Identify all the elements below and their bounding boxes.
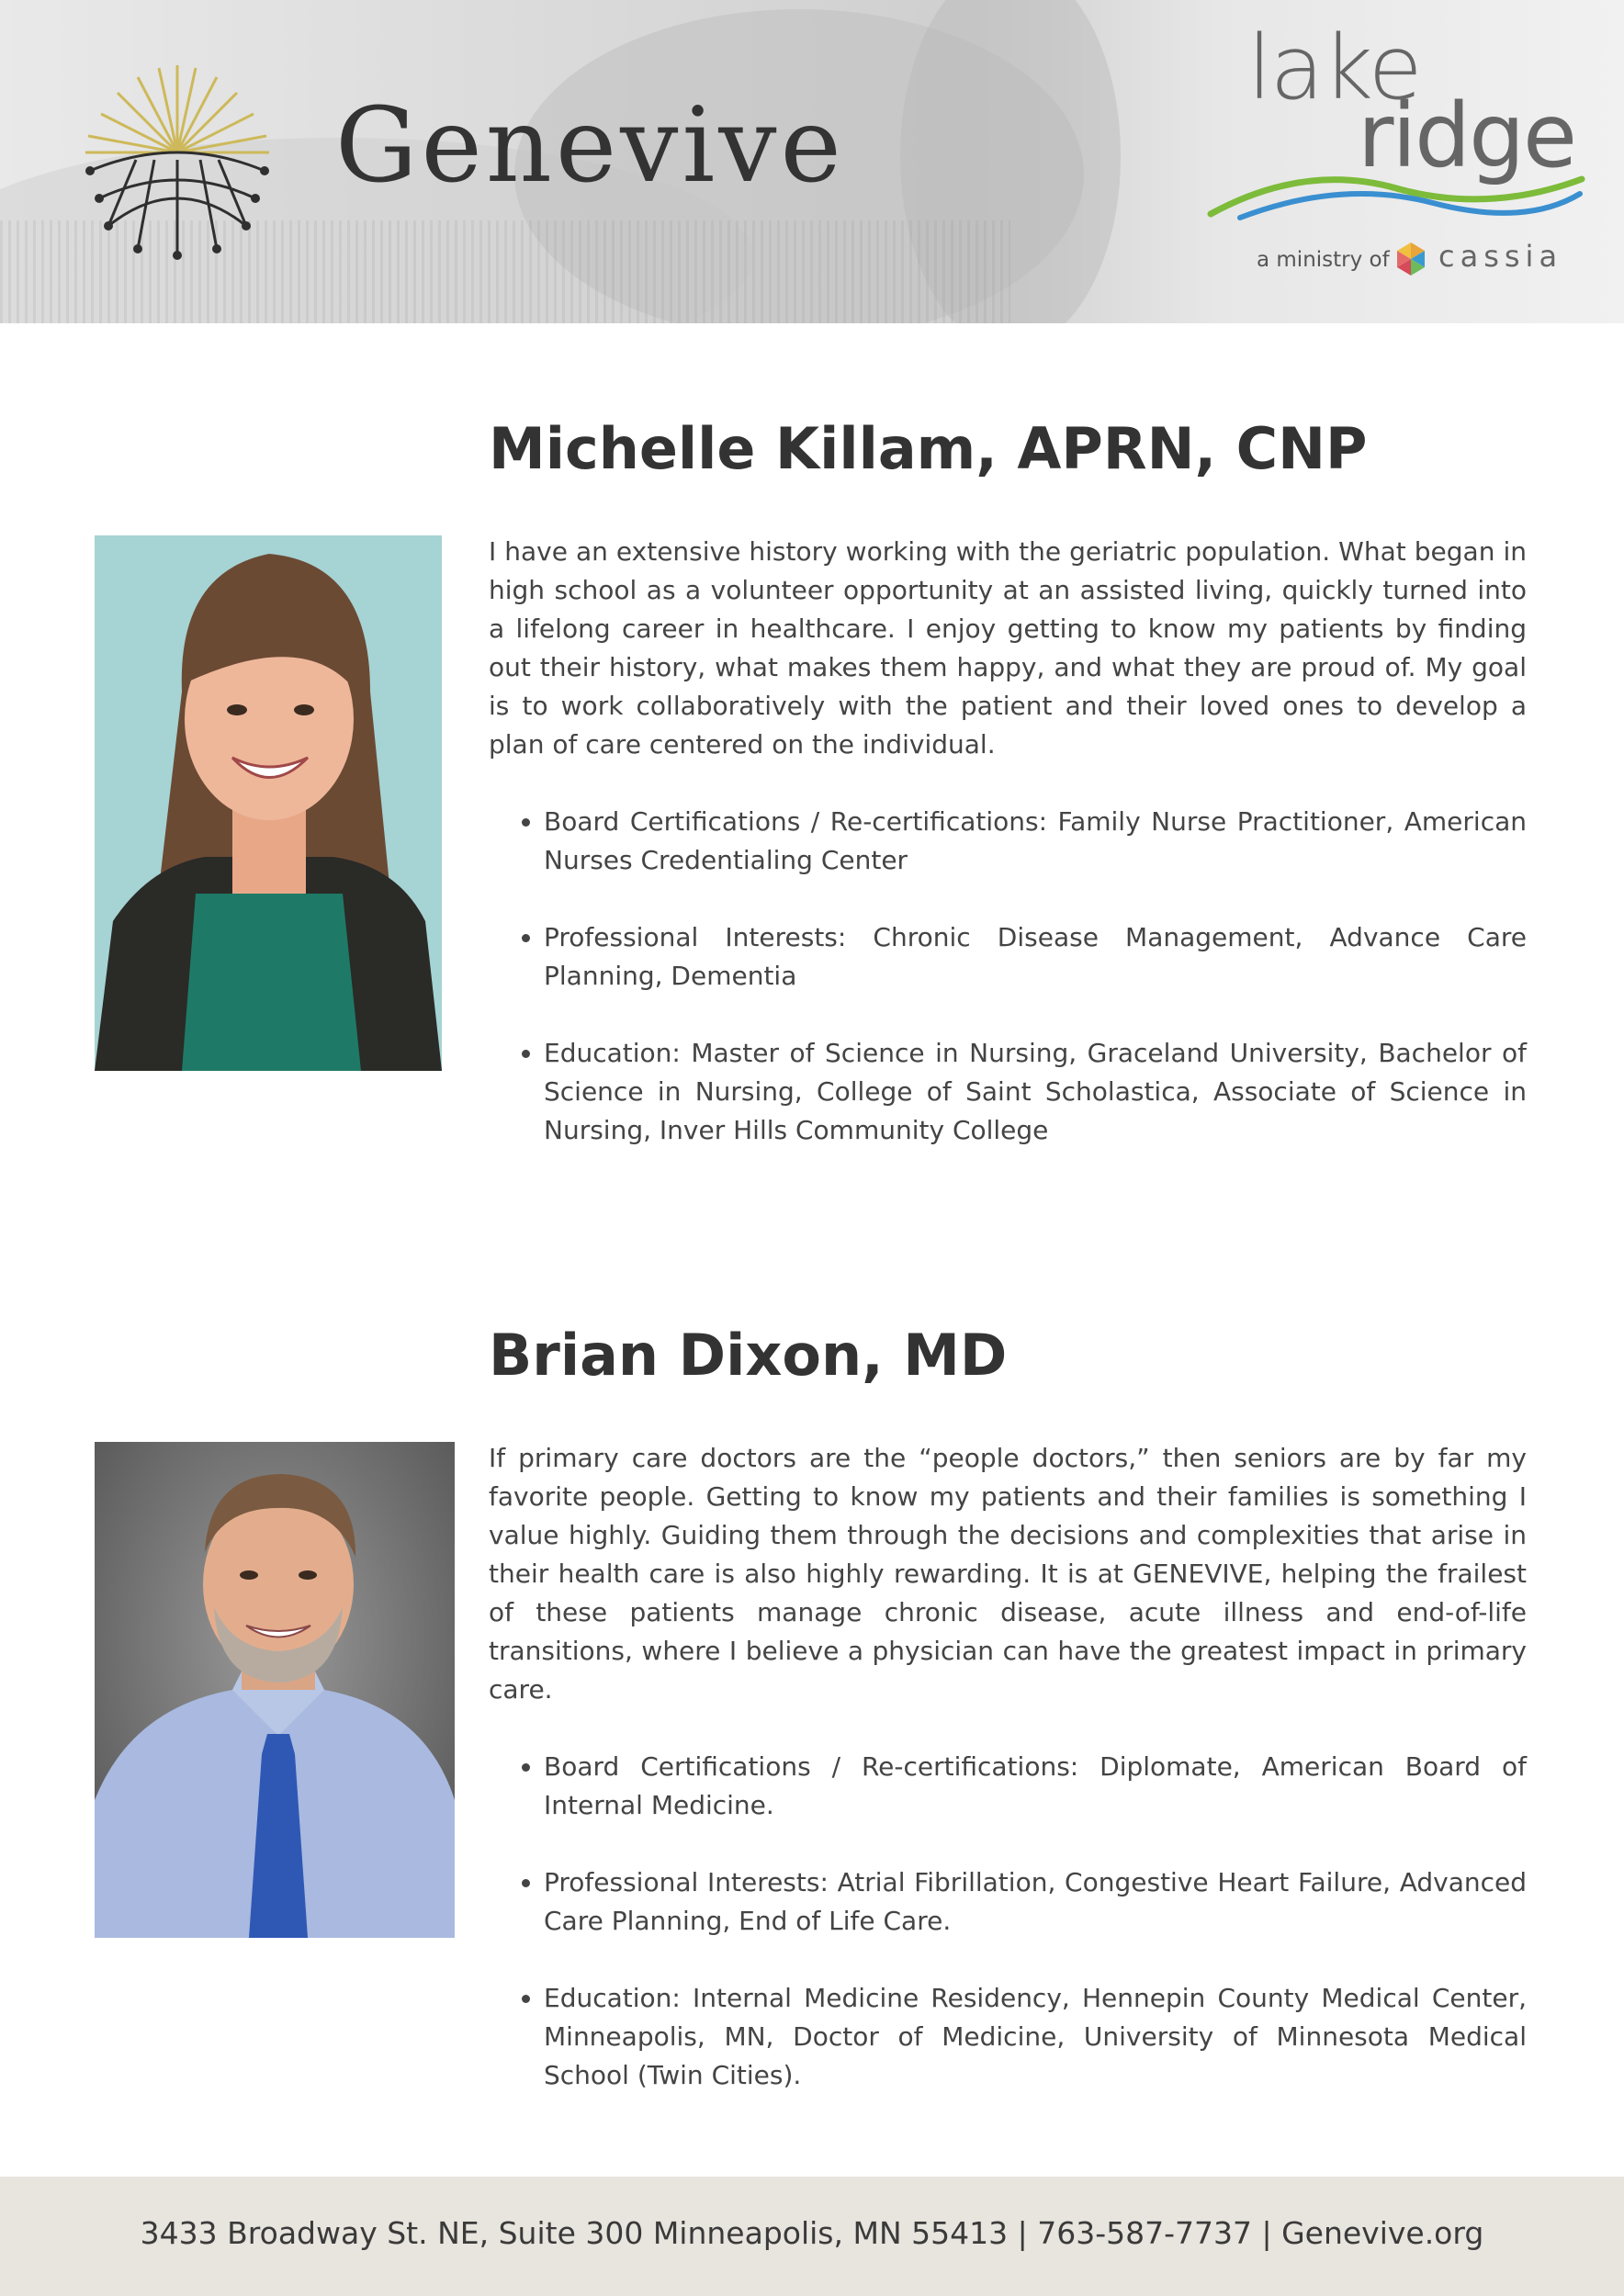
provider-bio: If primary care doctors are the “people doctors,” then seniors are by far my favorite people. Getting to know my patients and their families is something I value highly. Guiding them through the decisions and complexities that arise in their health care is also highly rewarding. It is at GENEVIVE, helping the frailest of these patients manage chronic disease, acute illness and end-of-life transitions, where I believe a physician can have the greatest impact in primary care.	[489, 1443, 1527, 1705]
credential-education: • Education: Master of Science in Nursing, Graceland University, Bachelor of Science in Nursing, College of Saint Scholastica, Associate of Science in Nursing, Inver Hills Community College	[544, 1034, 1527, 1150]
lake-ridge-logo-line2: ridge	[1358, 84, 1576, 187]
provider-credentials-list	[489, 803, 1527, 1150]
header-banner	[0, 0, 1624, 323]
footer	[0, 2177, 1624, 2296]
provider-bio-block	[489, 533, 1527, 1150]
provider-photo	[95, 535, 442, 1071]
provider-credentials-list	[489, 1748, 1527, 2095]
provider-bio-block	[489, 1439, 1527, 2095]
credential-education: • Education: Internal Medicine Residency, Hennepin County Medical Center, Minneapolis, MN, Doctor of Medicine, University of Minnesota Medical School (Twin Cities).	[544, 1979, 1527, 2095]
provider-name: Brian Dixon, MD	[489, 1322, 1008, 1389]
cassia-logo-text: cassia	[1438, 239, 1563, 274]
credential-certifications: • Board Certifications / Re-certifications: Family Nurse Practitioner, American Nurses Credentialing Center	[544, 803, 1527, 880]
cassia-icon	[1394, 241, 1427, 277]
genevive-sunburst-icon	[81, 61, 274, 263]
lake-ridge-logo	[1203, 17, 1589, 285]
lake-ridge-logo-line1: lake	[1247, 17, 1421, 119]
lake-ridge-tagline: a ministry of	[1257, 248, 1390, 272]
genevive-logo-text: Genevive	[335, 86, 845, 206]
provider-bio: I have an extensive history working with the geriatric population. What began in high school as a volunteer opportunity at an assisted living, quickly turned into a lifelong career in healthcare. I enjoy getting to know my patients by finding out their history, what makes them happy, and what they are proud of. My goal is to work collaboratively with the patient and their loved ones to develop a plan of care centered on the individual.	[489, 536, 1527, 760]
credential-certifications: • Board Certifications / Re-certifications: Diplomate, American Board of Internal Medicine.	[544, 1748, 1527, 1825]
footer-contact: 3433 Broadway St. NE, Suite 300 Minneapolis, MN 55413 | 763-587-7737 | Genevive.org	[140, 2215, 1484, 2251]
provider-name: Michelle Killam, APRN, CNP	[489, 415, 1368, 482]
credential-interests: • Professional Interests: Atrial Fibrillation, Congestive Heart Failure, Advanced Care Planning, End of Life Care.	[544, 1863, 1527, 1941]
credential-interests: • Professional Interests: Chronic Disease Management, Advance Care Planning, Dementia	[544, 918, 1527, 996]
lake-waves-icon	[1203, 161, 1589, 234]
provider-photo	[95, 1442, 455, 1938]
